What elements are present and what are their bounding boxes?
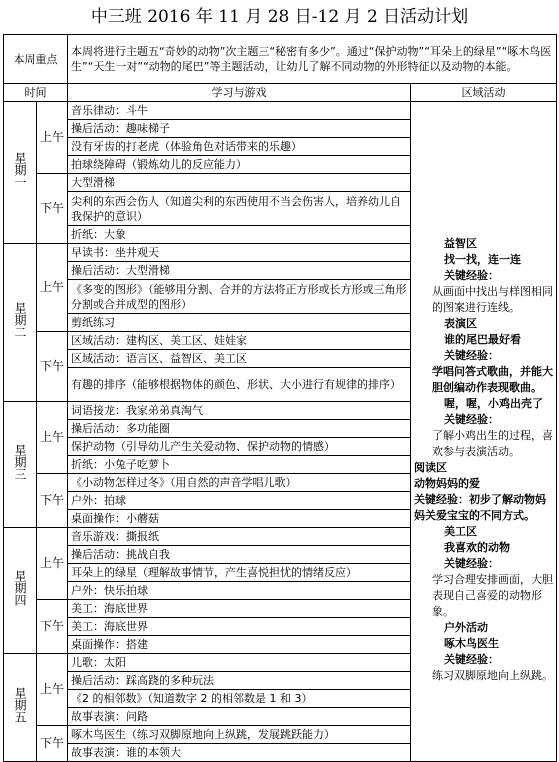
half-pm: 下午 (37, 332, 68, 402)
activity-item: 《多变的图形》（能够用分割、合并的方法将正方形或长方形或三角形分割或合并成型的图形） (68, 280, 411, 314)
activity-item: 操后活动：踩高跷的多种玩法 (68, 672, 411, 690)
activity-item: 美工：海底世界 (68, 618, 411, 636)
region-activity-name: 啄木鸟医生 (444, 636, 499, 650)
day-label (4, 654, 37, 762)
page-title: 中三班 2016 年 11 月 28 日-12 月 2 日活动计划 (90, 7, 469, 27)
activity-item: 音乐律动：斗牛 (68, 102, 411, 120)
activity-item: 词语接龙：我家弟弟真淘气 (68, 402, 411, 420)
day-label (4, 528, 37, 654)
activity-item: 啄木鸟医生（练习双脚原地向上纵跳，发展跳跃能力） (68, 726, 411, 744)
plan-table (3, 34, 557, 762)
region-key-label: 关键经验： (444, 348, 499, 362)
activity-item: 保护动物（引导幼儿产生关爱动物、保护动物的情感） (68, 438, 411, 456)
activity-item: 故事表演：谁的本领大 (68, 744, 411, 762)
header-area: 区域活动 (411, 84, 557, 102)
half-am: 上午 (37, 654, 68, 726)
day-label-text: 星期三 (13, 444, 27, 480)
region-section-title: 阅读区 (414, 460, 447, 474)
region-key-label: 关键经验： (444, 556, 499, 570)
activity-item: 《2 的相邻数》（知道数字 2 的相邻数是 1 和 3） (68, 690, 411, 708)
region-section-title: 美工区 (444, 524, 477, 538)
region-activity-name: 动物妈妈的爱 (414, 476, 480, 490)
half-am: 上午 (37, 402, 68, 474)
region-activity-name: 我喜欢的动物 (444, 540, 510, 554)
activity-item: 《小动物怎样过冬》（用自然的声音学唱儿歌） (68, 474, 411, 492)
activity-item: 音乐游戏：撕报纸 (68, 528, 411, 546)
region-key-text: 了解小鸡出生的过程，喜欢参与表演活动。 (432, 428, 553, 458)
activity-item: 桌面操作：小蘑菇 (68, 510, 411, 528)
half-pm: 下午 (37, 174, 68, 244)
activity-item: 美工：海底世界 (68, 600, 411, 618)
region-key-label: 关键经验： (444, 268, 499, 282)
region-activities (411, 102, 557, 762)
half-am: 上午 (37, 244, 68, 332)
day-label-text: 星期一 (13, 152, 27, 188)
region-activity-name: 喔，喔，小鸡出壳了 (444, 396, 543, 410)
focus-text: 本周将进行主题五“奇妙的动物”次主题三“秘密有多少”。通过“保护动物”“耳朵上的绿星”“啄木鸟医生”“天生一对”“动物的尾巴”等主题活动，让幼儿了解不同动物的外形特征以及动物的本能。 (68, 35, 557, 84)
region-activity-name: 谁的尾巴最好看 (444, 332, 521, 346)
header-learning: 学习与游戏 (68, 84, 411, 102)
activity-item: 桌面操作：搭建 (68, 636, 411, 654)
day-label (4, 244, 37, 402)
region-key-text: 学习合理安排画面，大胆表现自己喜爱的动物形象。 (432, 572, 553, 618)
activity-item: 折纸：大象 (68, 226, 411, 244)
day-label (4, 402, 37, 528)
activity-item: 拍球绕障碍（锻炼幼儿的反应能力） (68, 156, 411, 174)
activity-item: 操后活动：多功能圈 (68, 420, 411, 438)
half-am: 上午 (37, 102, 68, 174)
activity-item: 早读书：坐井观天 (68, 244, 411, 262)
activity-item: 剪纸练习 (68, 314, 411, 332)
activity-item: 尖利的东西会伤人（知道尖利的东西使用不当会伤害人，培养幼儿自我保护的意识） (68, 192, 411, 226)
day-label-text: 星期四 (13, 570, 27, 606)
region-key-text: 关键经验：初步了解动物妈妈关爱宝宝的不同方式。 (414, 492, 546, 522)
activity-item: 区域活动：语言区、益智区、美工区 (68, 350, 411, 368)
activity-item: 操后活动：大型滑梯 (68, 262, 411, 280)
activity-item: 区域活动：建构区、美工区、娃娃家 (68, 332, 411, 350)
region-key-text: 从画面中找出与样图相同的图案进行连线。 (432, 284, 553, 314)
activity-item: 操后活动：趣味梯子 (68, 120, 411, 138)
activity-item: 户外：快乐拍球 (68, 582, 411, 600)
region-key-text: 学唱问答式歌曲，并能大胆创编动作表现歌曲。 (432, 364, 553, 394)
region-section-title: 益智区 (444, 236, 477, 250)
half-am: 上午 (37, 528, 68, 600)
activity-item: 故事表演：问路 (68, 708, 411, 726)
region-key-label: 关键经验： (444, 412, 499, 426)
day-label-text: 星期二 (13, 302, 27, 338)
region-section-title: 表演区 (444, 316, 477, 330)
header-time: 时间 (4, 84, 68, 102)
region-section-title: 户外活动 (444, 620, 488, 634)
half-pm: 下午 (37, 474, 68, 528)
region-key-text: 练习双脚原地向上纵跳。 (432, 668, 553, 682)
activity-item: 有趣的排序（能够根据物体的颜色、形状、大小进行有规律的排序） (68, 368, 411, 402)
activity-item: 折纸：小兔子吃萝卜 (68, 456, 411, 474)
activity-item: 操后活动：挑战自我 (68, 546, 411, 564)
half-pm: 下午 (37, 600, 68, 654)
activity-item: 儿歌：太阳 (68, 654, 411, 672)
activity-item: 户外：拍球 (68, 492, 411, 510)
activity-item: 没有牙齿的打老虎（体验角色对话带来的乐趣） (68, 138, 411, 156)
half-pm: 下午 (37, 726, 68, 762)
day-label (4, 102, 37, 244)
region-activity-name: 找一找，连一连 (444, 252, 521, 266)
activity-item: 大型滑梯 (68, 174, 411, 192)
activity-item: 耳朵上的绿星（理解故事情节，产生喜悦担忧的情绪反应） (68, 564, 411, 582)
region-key-label: 关键经验： (444, 652, 499, 666)
focus-label: 本周重点 (4, 35, 68, 84)
day-label-text: 星期五 (13, 687, 27, 723)
